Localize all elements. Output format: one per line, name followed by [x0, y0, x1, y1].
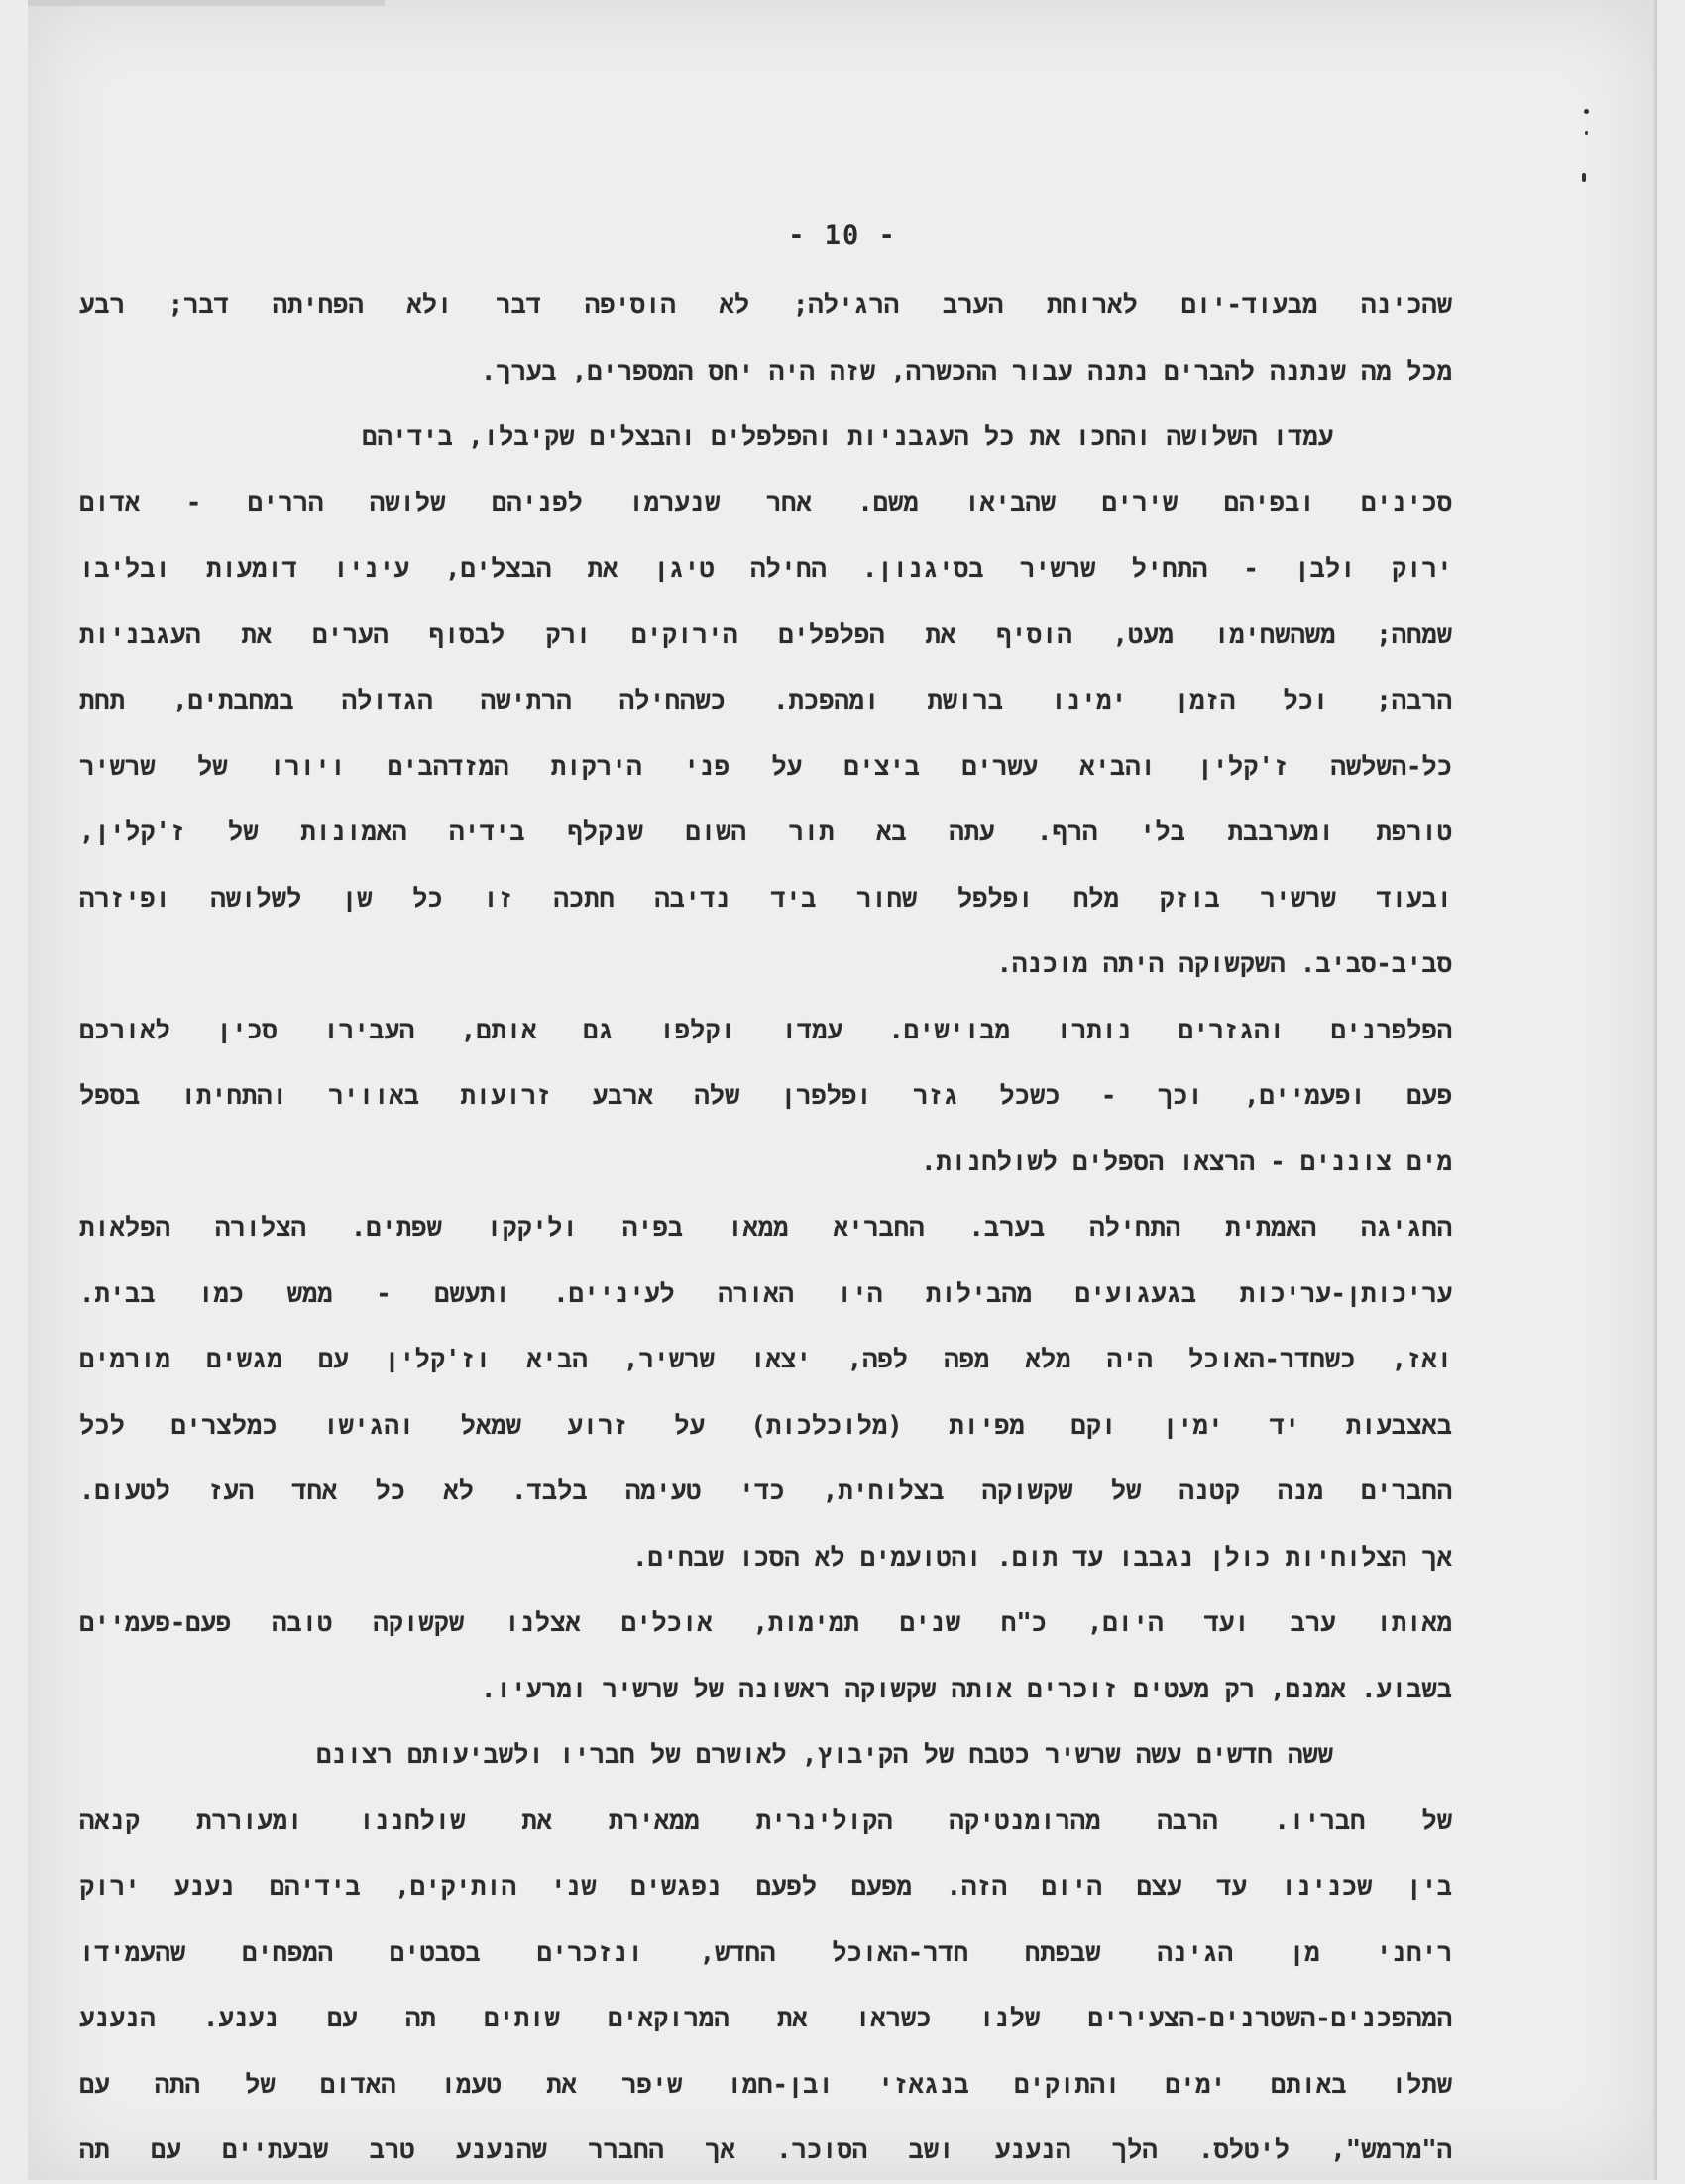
text-line: שהכינה מבעוד-יום לארוחת הערב הרגילה; לא הוסיפה דבר ולא הפחיתה דבר; רבע — [79, 290, 1452, 320]
text-line: באצבעות יד ימין וקם מפיות (מלוכלכות) על זרוע שמאל והגישו כמלצרים לכל — [79, 1410, 1452, 1441]
text-line: ששה חדשים עשה שרשיר כטבח של הקיבוץ, לאושרם של חבריו ולשביעותם רצונם — [316, 1740, 1333, 1770]
text-line: מים צוננים - הרצאו הספלים לשולחנות. — [921, 1147, 1452, 1177]
text-line: הפלפרנים והגזרים נותרו מבוישים. עמדו וקלפו גם אותם, העבירו סכין לאורכם — [79, 1015, 1452, 1045]
scan-speck — [1582, 173, 1586, 182]
document-body — [79, 273, 1452, 2184]
scan-speck — [1584, 109, 1589, 114]
text-line: ה"מרמש", ליטלס. הלך הנענע ושב הסוכר. אך החברר שהנענע טרב שבעתיים עם תה — [79, 2135, 1452, 2165]
text-line: המהפכנים-השטרנים-הצעירים שלנו כשראו את המרוקאים שותים תה עם נענע. הנענע — [79, 2004, 1452, 2033]
scan-smudge — [28, 0, 385, 6]
text-line: שמחה; משהשחימו מעט, הוסיף את הפלפלים הירוקים ורק לבסוף הערים את העגבניות — [79, 619, 1452, 650]
text-line: מכל מה שנתנה להברים נתנה עבור ההכשרה, שזה היה יחס המספרים, בערך. — [480, 356, 1452, 386]
text-line: בשבוע. אמנם, רק מעטים זוכרים אותה שקשוקה ראשונה של שרשיר ומרעיו. — [480, 1674, 1452, 1704]
text-line: מאותו ערב ועד היום, כ"ח שנים תמימות, אוכלים אצלנו שקשוקה טובה פעם-פעמיים — [79, 1608, 1452, 1638]
text-line: פעם ופעמיים, וכך - כשכל גזר ופלפרן שלה ארבע זרועות באוויר והתחיתו בספל — [79, 1081, 1452, 1111]
text-line: בין שכנינו עד עצם היום הזה. מפעם לפעם נפגשים שני הותיקים, בידיהם נענע ירוק — [79, 1872, 1452, 1902]
text-line: סכינים ובפיהם שירים שהביאו משם. אחר שנערמו לפניהם שלושה הררים - אדום — [79, 488, 1452, 518]
text-line: הרבה; וכל הזמן ימינו ברושת ומהפכת. כשהחילה הרתישה הגדולה במחבתים, תחת — [79, 686, 1452, 715]
text-line: ריחני מן הגינה שבפתח חדר-האוכל החדש, ונזכרים בסבטים המפחים שהעמידו — [79, 1937, 1452, 1968]
text-line: של חבריו. הרבה מהרומנטיקה הקולינרית ממאירת את שולחננו ומעוררת קנאה — [79, 1805, 1452, 1836]
page-edge-shadow — [1651, 0, 1657, 2180]
text-line: שתלו באותם ימים והתוקים בנגאזי ובן-חמו שיפר את טעמו האדום של התה עם — [79, 2069, 1452, 2100]
text-line: החברים מנה קטנה של שקשוקה בצלוחית, כדי טעימה בלבד. לא כל אחד העז לטעום. — [79, 1476, 1452, 1506]
text-line: ובעוד שרשיר בוזק מלח ופלפל שחור ביד נדיבה חתכה זו כל שן לשלושה ופיזרה — [79, 883, 1452, 914]
text-line: סביב-סביב. השקשוקה היתה מוכנה. — [996, 949, 1452, 979]
scan-speck — [1585, 131, 1588, 135]
page-number: - 10 - — [788, 220, 897, 251]
text-line: ירוק ולבן - התחיל שרשיר בסיגנון. החילה טיגן את הבצלים, עיניו דומעות ובליבו — [79, 554, 1452, 584]
text-line: עמדו השלושה והחכו את כל העגבניות והפלפלים והבצלים שקיבלו, בידיהם — [362, 422, 1333, 452]
text-line: עריכותן-עריכות בגעגועים מהבילות היו האורה לעיניים. ותעשם - ממש כמו בבית. — [79, 1278, 1452, 1309]
text-line: החגיגה האמתית התחילה בערב. החבריא ממאו בפיה וליקקו שפתים. הצלורה הפלאות — [79, 1213, 1452, 1243]
text-line: טורפת ומערבבת בלי הרף. עתה בא תור השום שנקלף בידיה האמונות של ז'קלין, — [79, 818, 1452, 847]
text-line: ואז, כשחדר-האוכל היה מלא מפה לפה, יצאו שרשיר, הביא וז'קלין עם מגשים מורמים — [79, 1345, 1452, 1374]
text-line: כל-השלשה ז'קלין והביא עשרים ביצים על פני הירקות המזדהבים ויורו של שרשיר — [79, 751, 1452, 782]
text-line: אך הצלוחיות כולן נגבבו עד תום. והטועמים לא הסכו שבחים. — [632, 1542, 1452, 1573]
